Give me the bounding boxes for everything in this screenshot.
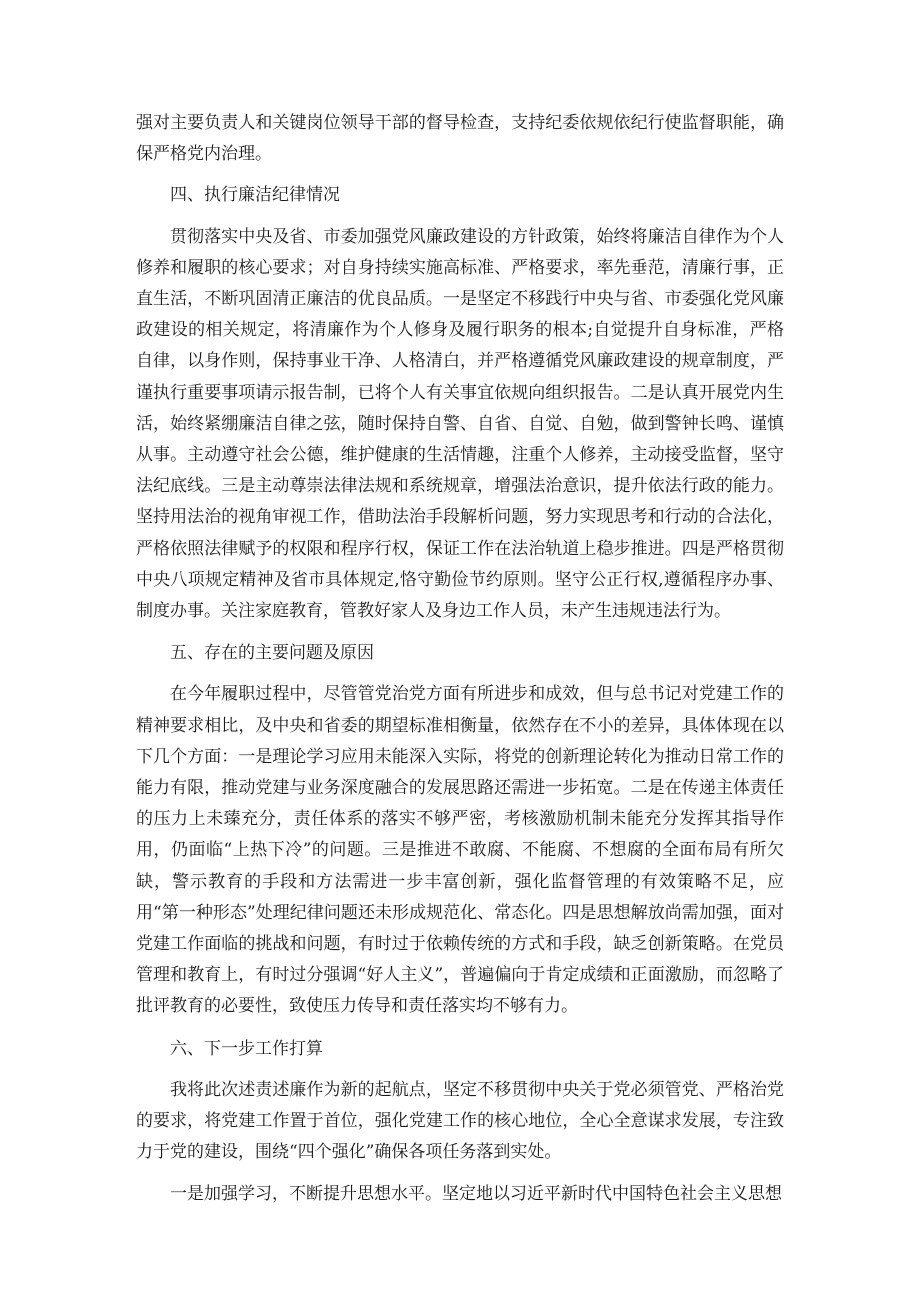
- continuation-paragraph: 强对主要负责人和关键岗位领导干部的督导检查，支持纪委依规依纪行使监督职能，确保严格党内治理。: [136, 113, 784, 165]
- section-6-paragraph-2: 一是加强学习，不断提升思想水平。坚定地以习近平新时代中国特色社会主义思想: [170, 1183, 782, 1204]
- section-4-paragraph-1: 贯彻落实中央及省、市委加强党风廉政建设的方针政策，始终将廉洁自律作为个人修养和履职的核心要求；对自身持续实施高标准、严格要求，率先垂范，清廉行事，正直生活，不断巩固清正廉洁的优良品质。一是坚定不移践行中央与省、市委强化党风廉政建设的相关规定，将清廉作为个人修身及履行职务的根本;自觉提升自身标准，严格自律，以身作则，保持事业干净、人格清白，并严格遵循党风廉政建设的规章制度，严谨执行重要事项请示报告制，已将个人有关事宜依规向组织报告。二是认真开展党内生活，始终紧绷廉洁自律之弦，随时保持自警、自省、自觉、自勉，做到警钟长鸣、谨慎从事。主动遵守社会公德，维护健康的生活情趣，注重个人修养，主动接受监督，坚守法纪底线。三是主动尊崇法律法规和系统规章，增强法治意识，提升依法行政的能力。坚持用法治的视角审视工作，借助法治手段解析问题，努力实现思考和行动的合法化，严格依照法律赋予的权限和程序行权，保证工作在法治轨道上稳步推进。四是严格贯彻中央八项规定精神及省市具体规定,恪守勤俭节约原则。坚守公正行权,遵循程序办事、制度办事。关注家庭教育，管教好家人及身边工作人员，未产生违规违法行为。: [136, 226, 784, 622]
- section-heading-6: 六、下一步工作打算: [170, 1038, 323, 1059]
- section-6-paragraph-1: 我将此次述责述廉作为新的起航点，坚定不移贯彻中央关于党必须管党、严格治党的要求，将党建工作置于首位，强化党建工作的核心地位，全心全意谋求发展，专注致力于党的建设，围绕“四个强化”确保各项任务落到实处。: [136, 1079, 784, 1163]
- section-5-paragraph-1: 在今年履职过程中，尽管管党治党方面有所进步和成效，但与总书记对党建工作的精神要求相比，及中央和省委的期望标准相衡量，依然存在不小的差异，具体体现在以下几个方面：一是理论学习应用未能深入实际，将党的创新理论转化为推动日常工作的能力有限，推动党建与业务深度融合的发展思路还需进一步拓宽。二是在传递主体责任的压力上未臻充分，责任体系的落实不够严密，考核激励机制未能充分发挥其指导作用，仍面临“上热下冷”的问题。三是推进不敢腐、不能腐、不想腐的全面布局有所欠缺，警示教育的手段和方法需进一步丰富创新，强化监督管理的有效策略不足，应用“第一种形态”处理纪律问题还未形成规范化、常态化。四是思想解放尚需加强，面对党建工作面临的挑战和问题，有时过于依赖传统的方式和手段，缺乏创新策略。在党员管理和教育上，有时过分强调“好人主义”，普遍偏向于肯定成绩和正面激励，而忽略了批评教育的必要性，致使压力传导和责任落实均不够有力。: [136, 684, 784, 1017]
- section-heading-4: 四、执行廉洁纪律情况: [170, 185, 340, 206]
- document-body: [136, 108, 784, 1210]
- section-heading-5: 五、存在的主要问题及原因: [170, 643, 374, 664]
